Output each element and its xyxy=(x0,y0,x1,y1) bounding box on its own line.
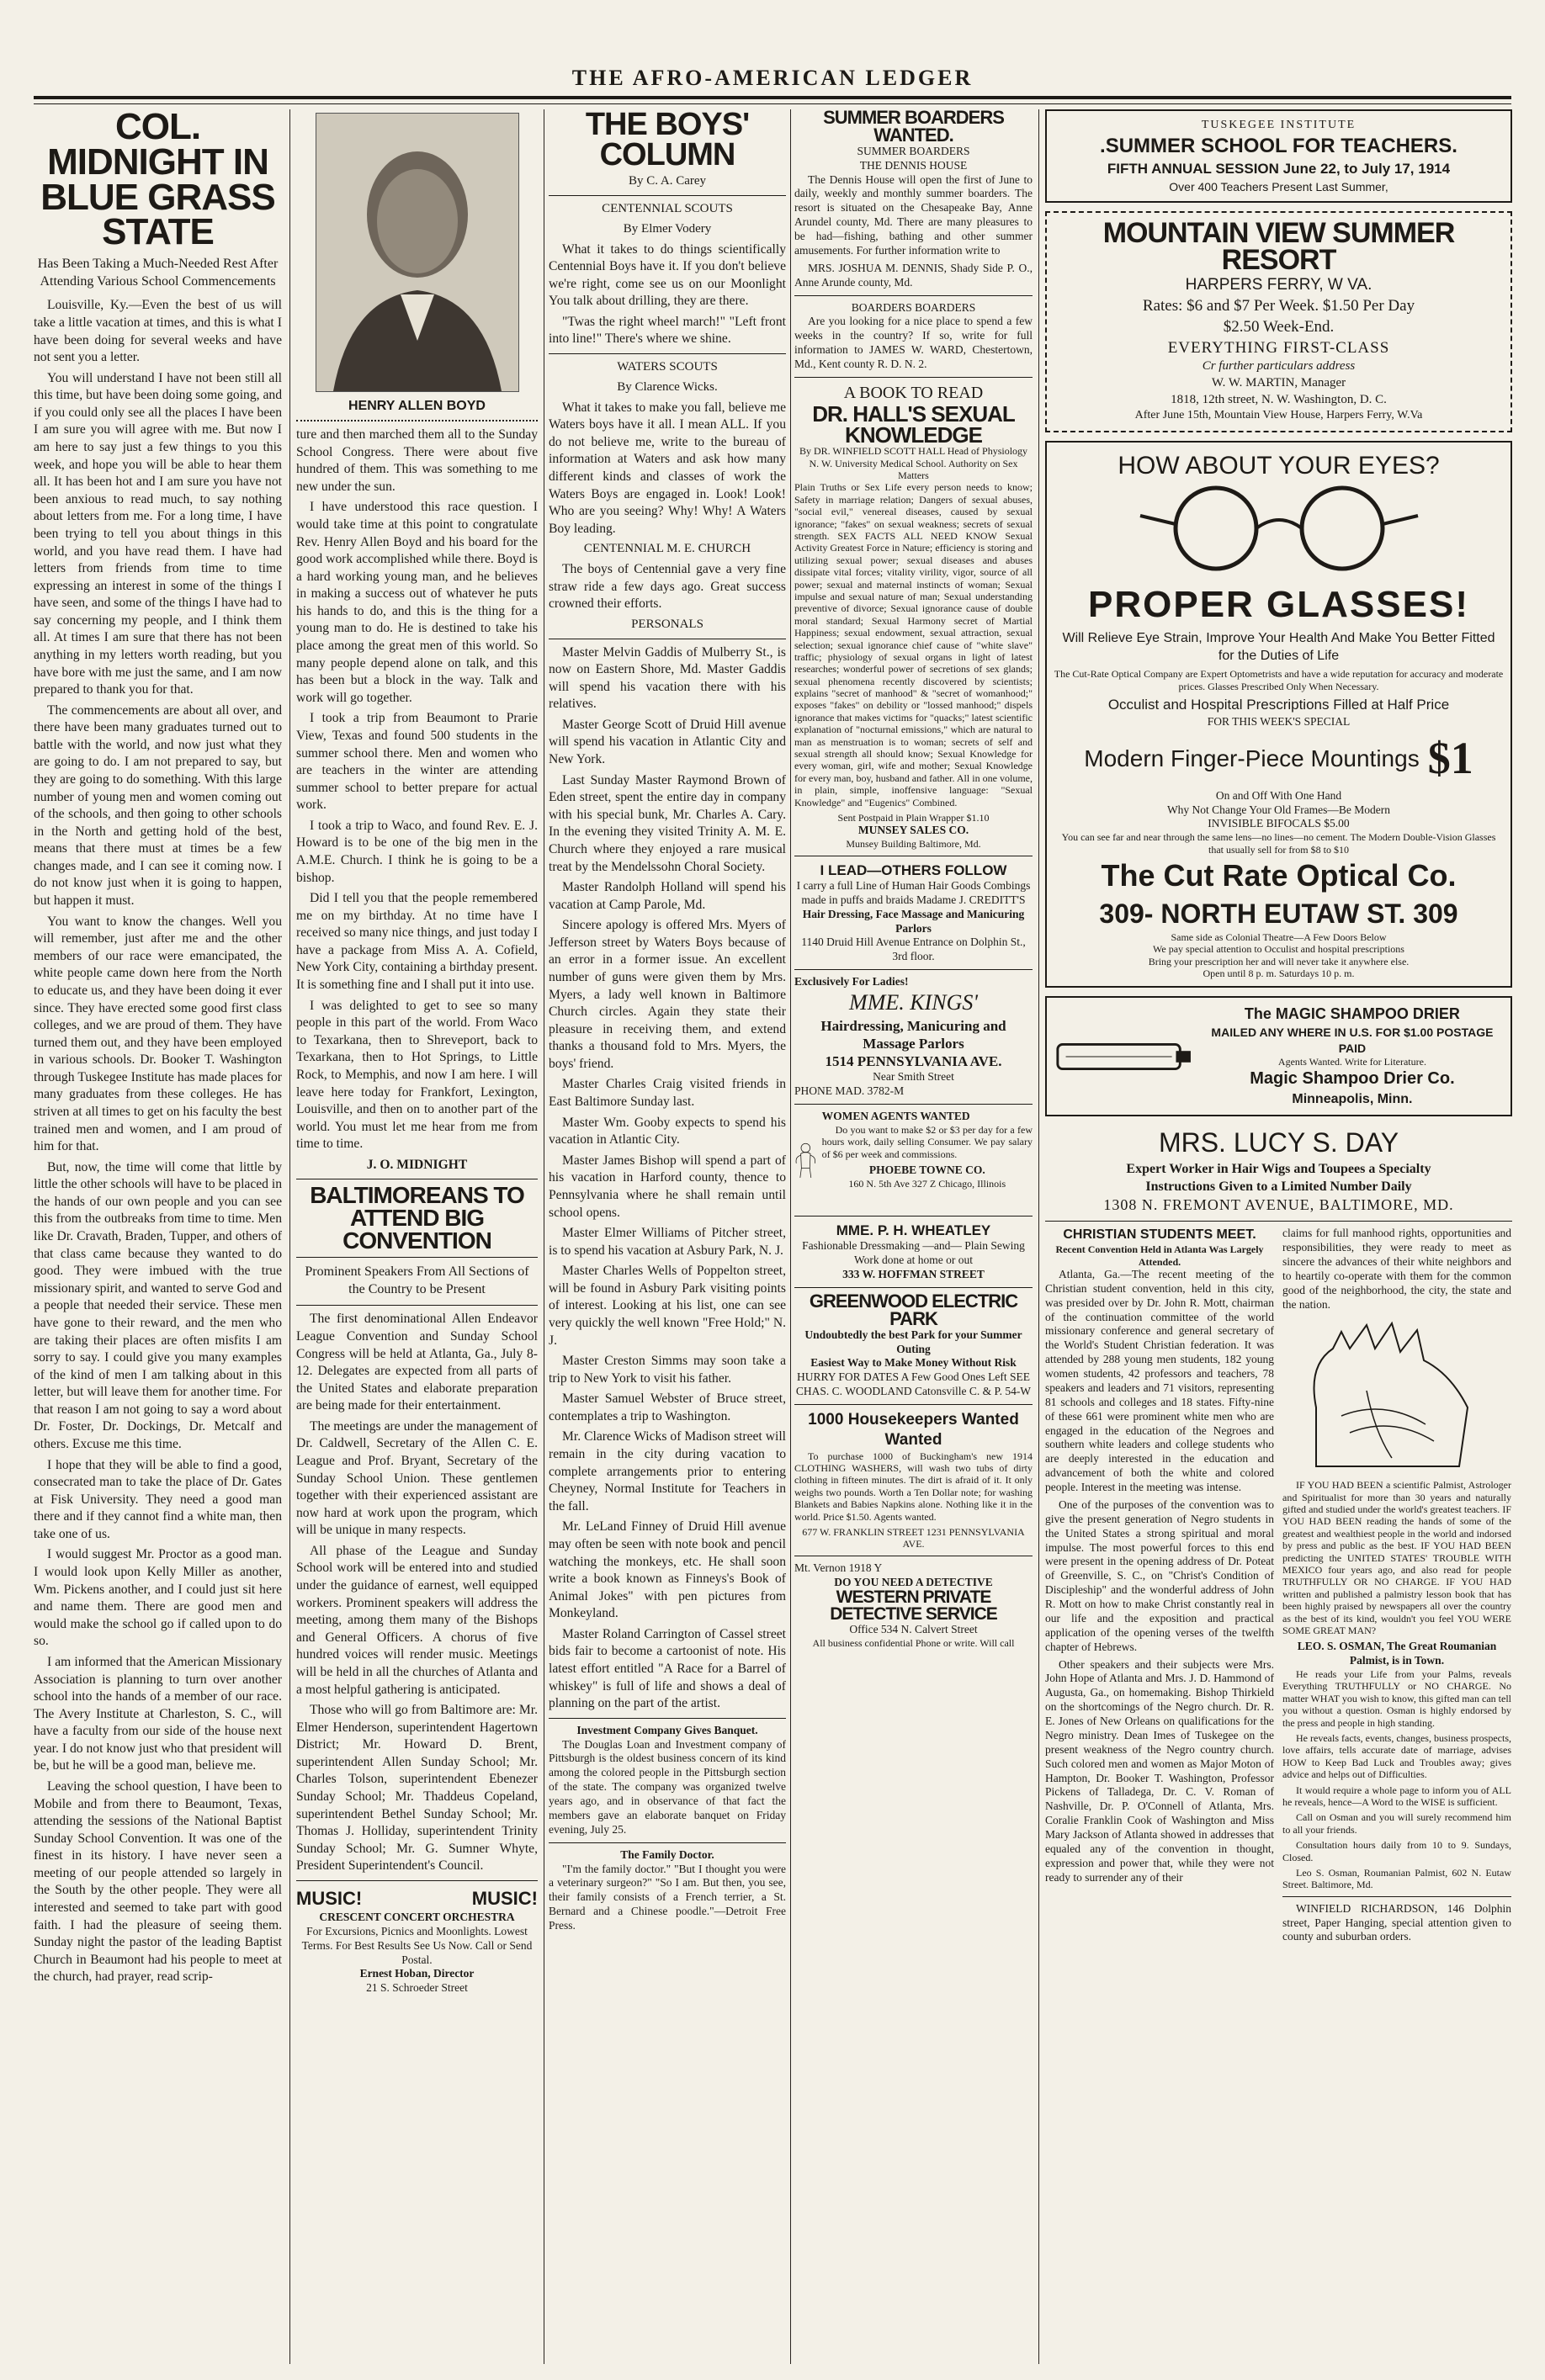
paragraph: IF YOU HAD BEEN a scientific Palmist, Astrologer and Spiritualist for more than 30 years and naturally gifted and studied under the world's greatest teachers. IF YOU HAD BEEN reading the hands of some of the greatest and wealthiest people in the world and indorsed by press and public as the best. IF YOU HAD BEEN predicting the UNITED STATES' TROUBLE WITH MEXICO four years ago, and also read for people TRUTHFULLY OR NO CHARGE. IF YOU HAD written and published a palmistry lesson book that has been highly praised by newspapers all over the country as the best of its kind, wouldn't you feel YOU WERE SOME GREAT MAN? xyxy=(1282,1479,1511,1636)
paragraph: I took a trip to Waco, and found Rev. E. J. Howard is to be one of the big men in the A.M.E. Church. I think he is going to be a bishop. xyxy=(296,818,538,885)
ad-line: TUSKEGEE INSTITUTE xyxy=(1201,119,1357,131)
ad-line: Will Relieve Eye Strain, Improve Your Health And Make You Better Fitted for the Duties of Life xyxy=(1062,631,1495,664)
ad-line: Office 534 N. Calvert Street xyxy=(849,1623,978,1636)
ad-line: Over 400 Teachers Present Last Summer, xyxy=(1169,179,1388,193)
section-head: CENTENNIAL M. E. CHURCH xyxy=(583,542,751,556)
ad-line: We pay special attention to Occulist and hospital prescriptions xyxy=(1153,943,1404,956)
ad-headline: .SUMMER SCHOOL FOR TEACHERS. xyxy=(1100,135,1457,158)
ad-line: Hairdressing, Manicuring and Massage Parlors xyxy=(820,1017,1006,1052)
paragraph: The meetings are under the management of Dr. Caldwell, Secretary of the Allen C. E. League and Prof. Bryant, Secretary of the Sunday School Union. These gentlemen together with their experienced assistant are now hard at work upon the program, which will be unique in many respects. xyxy=(296,1418,538,1538)
ad-line: PHONE MAD. 3782-M xyxy=(794,1084,905,1098)
ad-headline: A BOOK TO READ xyxy=(843,383,984,402)
paragraph: I hope that they will be able to find a good, consecrated man to take the place of Dr. Gates at Fisk University. They need a good man there and if they cannot find a white man, then take one of us. xyxy=(34,1457,282,1541)
ad-headline: SUMMER BOARDERS WANTED. xyxy=(823,109,1004,146)
column-1 xyxy=(34,109,282,2364)
personal-item: Sincere apology is offered Mrs. Myers of Jefferson street by Waters Boys because of an error in a former issue. An excellent number of guns were given them by Mrs. Myers, a lady well known in Baltimore Church circles. Again they state their pleasure in receiving them, and extend thanks a thousand fold to Mrs. Myers, the boys' friend. xyxy=(549,918,786,1071)
ad-line: Hair Dressing, Face Massage and Manicuring Parlors xyxy=(802,907,1025,935)
ad-line: Occulist and Hospital Prescriptions Filled at Half Price xyxy=(1107,697,1450,713)
boys-column xyxy=(549,109,786,1937)
shampoo-drier-icon xyxy=(1054,1027,1192,1086)
ad-headline: HOW ABOUT YOUR EYES? xyxy=(1118,451,1440,480)
paragraph: Those who will go from Baltimore are: Mr. Elmer Henderson, superintendent Hagertown District; Mr. Howard D. Brent, superintendent Allen Sunday School; Mr. Charles Tolson, superintendent Ebenezer Sunday School; Mr. Thaddeus Copeland, superintendent Bethel Sunday School; Mr. Thomas J. Holliday, superintendent Trinity Sunday School; Mr. G. Sumner Whyte, President Superintendent's Council. xyxy=(296,1703,538,1874)
ad-headline: WOMEN AGENTS WANTED xyxy=(821,1110,970,1123)
ad-line: EVERYTHING FIRST-CLASS xyxy=(1167,338,1390,357)
paragraph: What it takes to do things scientifically Centennial Boys have it. If you don't believe we're right, come see us on our Moonlight You talk about drilling, they are there. xyxy=(549,241,786,309)
ad-line: Instructions Given to a Limited Number Daily xyxy=(1145,1179,1412,1195)
ad-line: I carry a full Line of Human Hair Goods Combings made in puffs and braids Madame J. CREDITT'S xyxy=(796,878,1031,906)
ad-title: Magic Shampoo Drier Co. xyxy=(1250,1069,1455,1089)
ad-line: Agents Wanted. Write for Literature. xyxy=(1277,1056,1426,1068)
mountings-offer xyxy=(1054,729,1504,788)
headline-boys-column: THE BOYS' COLUMN xyxy=(585,109,750,173)
section-head: The Family Doctor. xyxy=(620,1847,714,1861)
ad-line: Mt. Vernon 1918 Y xyxy=(794,1561,883,1574)
ad-line: 1818, 12th street, N. W. Washington, D. C. xyxy=(1171,392,1387,406)
ad-line: Rates: $6 and $7 Per Week. $1.50 Per Day xyxy=(1142,296,1415,315)
personal-item: Master Charles Wells of Poppelton street, will be found in Asbury Park visiting points of interest. Looking at his list, one can see very quickly the well known "Free Hold;" N. J. xyxy=(549,1264,786,1348)
divider xyxy=(794,969,1033,970)
paragraph: Other speakers and their subjects were Mrs. John Hope of Atlanta and Mrs. J. D. Hammond of Augusta, Ga., on homemaking. Bishop Thirkield on the shortcomings of the Negro church. Dr. R. E. Jones of New Orleans on qualifications for the Negro ministry. Dean Imes of Tuskegee on the present weakness of the Negro country church. Such colored men and women as Major Moton of Hampton, Dr. Booker T. Washington, Professor Pickens of Talladega, Dr. C. V. Roman of Nashville, Dr. P. O'Connell of Atlanta, Mrs. Coralie Franklin Cook of Washington and Miss Mary Jackson of Atlanta showed in addresses that equaled any of the convention in thought, expression and power that, while they were not ready to surrender any of their xyxy=(1045,1657,1274,1884)
paragraph: Did I tell you that the people remembered me on my birthday. At no time have I received so many nice things, and just today I have a package from Miss A. A. Cofield, New York City, containing a birthday present. It is something fine and I shall put it into use. xyxy=(296,891,538,993)
paragraph: "Twas the right wheel march!" "Left front into line!" There's where we shine. xyxy=(549,314,786,347)
personal-item: Last Sunday Master Raymond Brown of Eden street, spent the entire day in company with his special bunk, Mr. Charles A. Cary. In the evening they visited Trinity A. M. E. Church where they enjoyed a rare musical treat by the Mendelssohn Choral Society. xyxy=(549,772,786,874)
ad-headline: MOUNTAIN VIEW SUMMER RESORT xyxy=(1102,217,1455,277)
column-3 xyxy=(549,109,1033,2364)
photo-caption: HENRY ALLEN BOYD xyxy=(348,399,486,413)
ad-text: MRS. JOSHUA M. DENNIS, Shady Side P. O., Anne Arunde county, Md. xyxy=(794,261,1033,289)
ad-line: All business confidential Phone or write. Will call xyxy=(812,1637,1015,1650)
divider xyxy=(549,1718,786,1719)
ad-line: Sent Postpaid in Plain Wrapper $1.10 xyxy=(837,812,990,824)
divider xyxy=(794,1216,1033,1217)
ad-line: 1514 PENNSYLVANIA AVE. xyxy=(825,1053,1002,1070)
ad-line: MAILED ANY WHERE IN U.S. FOR $1.00 POSTAGE PAID xyxy=(1211,1026,1494,1055)
personal-item: Mr. LeLand Finney of Druid Hill avenue may often be seen with note book and pencil watching the monkeys, etc. He shall soon write a book known as Finneys's Book of Animal Jokes" with pen pictures from Monkeyland. xyxy=(549,1519,786,1621)
magic-drier-row xyxy=(1054,1004,1504,1108)
ad-headline: DO YOU NEED A DETECTIVE xyxy=(834,1575,993,1588)
paragraph: The Douglas Loan and Investment company of Pittsburgh is the oldest business concern of its kind among the colored people in the Pittsburgh section of the state. The company was organized twelve years ago, and in observance of that fact the members gave an elaborate banquet on Friday evening, July 25. xyxy=(549,1737,786,1836)
paragraph: The commencements are about all over, and there have been many graduates turned out to battle with the world, and now just what they are going to do. I am not prepared to say, but they are going to do something. With this large number of young men and women coming out of the schools, and then going to other schools in the North and getting hold of the best, means that there must at times be a few changes made, and I can see it coming now. I do not know just when it is going to happen, but happen it must. xyxy=(34,702,282,909)
ad-text: The Dennis House will open the first of June to daily, weekly and monthly summer boarders. The resort is situated on the Chesapeake Bay, Anne Arundel county, Md. There are many pleasures to be had—fishing, bathing and other summer amusements. For further information write to xyxy=(794,172,1033,257)
paragraph: It would require a whole page to inform you of ALL he reveals, hence—A Word to the WISE is sufficient. xyxy=(1282,1784,1511,1808)
ad-headline: LEO. S. OSMAN, The Great Roumanian Palmist, is in Town. xyxy=(1297,1640,1497,1667)
byline: By Clarence Wicks. xyxy=(617,379,718,394)
divider xyxy=(296,420,538,421)
personal-item: Master James Bishop will spend a part of his vacation in Harford county, thence to Pennsylvania where he shall remain until school opens. xyxy=(549,1153,786,1220)
ad-headline: 1000 Housekeepers Wanted Wanted xyxy=(808,1411,1019,1449)
byline: By C. A. Carey xyxy=(628,174,707,188)
column-2 xyxy=(296,109,538,2364)
ad-text: Are you looking for a nice place to spend a few weeks in the country? If so, write for full information to JAMES W. WARD, Chestertown, Md., Kent county R. D. N. 2. xyxy=(794,315,1033,371)
ad-line: 333 W. HOFFMAN STREET xyxy=(842,1268,985,1281)
ad-headline: GREENWOOD ELECTRIC PARK xyxy=(809,1290,1018,1329)
divider xyxy=(794,1104,1033,1105)
personal-item: Master Creston Simms may soon take a trip to New York to visit his father. xyxy=(549,1354,786,1386)
portrait-icon xyxy=(316,114,518,391)
ad-line: Open until 8 p. m. Saturdays 10 p. m. xyxy=(1203,967,1355,979)
ad-headline: MME. KINGS' xyxy=(849,990,978,1015)
section-head: CENTENNIAL SCOUTS xyxy=(602,201,733,215)
ad-line: 1140 Druid Hill Avenue Entrance on Dolphin St., 3rd floor. xyxy=(801,936,1026,963)
section-head: PERSONALS xyxy=(631,617,703,631)
divider xyxy=(549,195,786,196)
paragraph: I am informed that the American Missionary Association is planning to turn over another school into the hands of a member of our race. The Avery Institute at Charleston, S. C., will have a faculty from our side of the house next year. I do not know just who that president will be, but he will be a good man, believe me. xyxy=(34,1654,282,1773)
ad-line: Bring your prescription her and will never take it anywhere else. xyxy=(1148,955,1410,967)
divider xyxy=(549,1842,786,1843)
divider xyxy=(296,1305,538,1306)
lucy-day-ad xyxy=(1045,1125,1512,1216)
paragraph: The boys of Centennial gave a very fine straw ride a few days ago. Great success crowned their efforts. xyxy=(549,562,786,612)
ad-line: Expert Worker in Hair Wigs and Toupees a Specialty xyxy=(1126,1162,1431,1177)
ad-headline: The MAGIC SHAMPOO DRIER xyxy=(1244,1005,1460,1023)
magic-drier-ad xyxy=(1045,996,1512,1116)
ad-line: Exclusively For Ladies! xyxy=(794,975,909,989)
agents-ad xyxy=(794,1110,1033,1211)
divider xyxy=(794,377,1033,378)
divider xyxy=(794,1287,1033,1288)
personal-item: Master Randolph Holland will spend his vacation at Camp Parole, Md. xyxy=(549,880,786,912)
ad-title: PROPER GLASSES! xyxy=(1088,583,1469,625)
paragraph: You will understand I have not been still all this time, but have been doing some going, and if you could only see all the places I have been I am sure you will agree with me. But now I am here to say just a few things to you this week, and hope you will be able to hear them all. It has been hot and I am sure you have not been anxious to read much, to say nothing about letters from me. For a long time, I have been trying to tell you about things in this world, and you have read them. I have had letters from friends from time to time expressing an interest in some of the things I have seen, and some of the things I have had to say concerning my people, and I think them all. At times I am sure that there has not been anything in my letters worth reading, but you have bore with me just the same, and I am now prepared to thank you for that. xyxy=(34,370,282,697)
ad-headline: BOARDERS BOARDERS xyxy=(851,300,976,314)
ad-line: On and Off With One Hand xyxy=(1215,788,1342,802)
ad-line: HURRY FOR DATES A Few Good Ones Left SEE CHAS. C. WOODLAND Catonsville C. & P. 54-W xyxy=(795,1370,1032,1398)
personal-item: Mr. Clarence Wicks of Madison street will remain in the city during vacation to complete arrangements prior to entering Cheyney, Normal Institute for Teachers in the fall. xyxy=(549,1429,786,1513)
ad-line: Cr further particulars address xyxy=(1202,358,1356,373)
palmist-ad xyxy=(1282,1227,1511,1948)
byline: By Elmer Vodery xyxy=(623,221,712,236)
music-ad-header xyxy=(296,1886,538,1911)
column-rule xyxy=(790,109,791,2364)
cherub-icon xyxy=(794,1110,817,1211)
ad-headline: MRS. LUCY S. DAY xyxy=(1158,1126,1399,1158)
ad-line: MUNSEY SALES CO. xyxy=(857,824,969,837)
deck: Has Been Taking a Much-Needed Rest After Attending Various School Commencements xyxy=(37,257,279,289)
music-ad-line: 21 S. Schroeder Street xyxy=(366,1981,468,1995)
personal-item: Master George Scott of Druid Hill avenue will spend his vacation in Atlantic City and New York. xyxy=(549,717,786,767)
ad-line: Fashionable Dressmaking —and— Plain Sewing xyxy=(802,1239,1025,1253)
ad-headline: I LEAD—OTHERS FOLLOW xyxy=(820,861,1007,878)
music-label: MUSIC! xyxy=(471,1887,538,1909)
ad-line: FIFTH ANNUAL SESSION June 22, to July 17, 1914 xyxy=(1107,161,1451,178)
divider xyxy=(1045,1221,1512,1222)
ad-title: The Cut Rate Optical Co. xyxy=(1101,858,1457,893)
personal-item: Master Elmer Williams of Pitcher street, is to spend his vacation at Asbury Park, N. J. xyxy=(549,1226,786,1258)
paragraph: I was delighted to get to see so many people in this part of the world. From Waco to Texarkana, then to Shreveport, back to Texarkana, then to Hot Springs, to Little Rock, to Memphis, and now I am here. I will leave here today for Frankfort, Lexington, Louisville, and then on to another part of the world. You must let me hear from me from time to time. xyxy=(296,998,538,1152)
ad-line: Why Not Change Your Old Frames—Be Modern xyxy=(1166,803,1391,816)
paragraph: Consultation hours daily from 10 to 9. Sundays, Closed. xyxy=(1282,1839,1511,1863)
ads-column xyxy=(794,109,1033,1650)
divider xyxy=(296,1880,538,1881)
paragraph: I have understood this race question. I would take time at this point to congratulate Rev. Henry Allen Boyd and his board for the good work accomplished while there. Boyd is a hard working young man, and he believes in making a success out of whatever he puts his hands to do, and this is the thing for a young man to do. He is destined to take his place among the great men of this world. So many people depend alone on talk, and this has been but a block in the way. Talk and work will go together. xyxy=(296,500,538,705)
paragraph: But, now, the time will come that little by little the other schools will have to be placed in the hands of our own people and you can see this from the outbreaks from time to time. Men like Dr. Cravath, Braden, Tupper, and others of that class came because they wanted to do good. They were imbued with the true missionary spirit, and wanted to serve God and a people that needed their service. These men have gone to their reward, and the men who are taking their places are often misfits I am sorry to say. I could give you many examples of the kind of men I am talking about in this letter, but will leave them for another time. For that reason I am not going to say a word about Dr. Foster, Dr. Dockings, Dr. Metcalf and others. Excuse me this time. xyxy=(34,1159,282,1451)
signature: J. O. MIDNIGHT xyxy=(366,1157,468,1172)
column-rule xyxy=(289,109,290,2364)
divider xyxy=(1282,1896,1511,1897)
christian-students-article xyxy=(1045,1227,1274,1948)
paragraph: Call on Osman and you will surely recommend him to all your friends. xyxy=(1282,1811,1511,1836)
personal-item: Master Roland Carrington of Cassel street bids fair to become a cartoonist of note. His latest effort entitled "A Race for a Barrel of whiskey" is full of life and shows a deal of planning on the part of the artist. xyxy=(549,1626,786,1711)
ad-line: 309- NORTH EUTAW ST. 309 xyxy=(1099,898,1458,929)
ad-line: INVISIBLE BIFOCALS $5.00 xyxy=(1208,817,1350,830)
section-head: Investment Company Gives Banquet. xyxy=(576,1723,758,1736)
ad-headline: MME. P. H. WHEATLEY xyxy=(836,1222,991,1239)
ad-line: HARPERS FERRY, W VA. xyxy=(1185,275,1372,294)
music-ad-line: For Excursions, Picnics and Moonlights. Lowest Terms. For Best Results See Us Now. Call or Send Postal. xyxy=(301,1924,533,1966)
ad-line: The Cut-Rate Optical Company are Expert Optometrists and have a wide reputation for accuracy and moderate prices. Glasses Prescribed Only When Necessary. xyxy=(1054,668,1504,692)
ad-text: To purchase 1000 of Buckingham's new 1914 CLOTHING WASHERS, will wash two tubs of dirty clothing in fifteen minutes. The dirt is afraid of it. It only weighs two pounds. Worth a Ten Dollar note; for washing Blankets and Babies Napkins alone. Nothing like it in the world. Price $1.50. Agents wanted. xyxy=(794,1450,1033,1523)
headline-christian-students: CHRISTIAN STUDENTS MEET. xyxy=(1063,1227,1256,1243)
paragraph: "I'm the family doctor." "But I thought you were a veterinary surgeon?" "So I am. But then, you see, their family consists of a French terrier, a St. Bernard and a Chinese poodle."—Detroit Free Press. xyxy=(549,1862,786,1932)
divider xyxy=(794,295,1033,296)
ad-line: You can see far and near through the same lens—no lines—no cement. The Modern Double-Vision Glasses that usually sell for from $8 to $10 xyxy=(1061,831,1496,856)
ad-line: Easiest Way to Make Money Without Risk xyxy=(810,1356,1017,1370)
ad-line: SUMMER BOARDERS xyxy=(857,144,970,157)
ad-line: 677 W. FRANKLIN STREET 1231 PENNSYLVANIA AVE. xyxy=(802,1525,1025,1550)
deck: Recent Convention Held in Atlanta Was Largely Attended. xyxy=(1055,1243,1264,1268)
paragraph: Louisville, Ky.—Even the best of us will take a little vacation at times, and this is what I have been doing for several weeks and have not sent you a letter. xyxy=(34,298,282,365)
paragraph: WINFIELD RICHARDSON, 146 Dolphin street, Paper Hanging, special attention given to county and suburban orders. xyxy=(1282,1901,1511,1943)
ad-title: WESTERN PRIVATE DETECTIVE SERVICE xyxy=(830,1588,997,1625)
paragraph: The first denominational Allen Endeavor League Convention and Sunday School Congress will be held at Atlanta, Ga., July 8-12. Delegates are expected from all parts of the United States and elaborate preparation are being made for their entertainment. xyxy=(296,1312,538,1413)
ad-title: DR. HALL'S SEXUAL KNOWLEDGE xyxy=(812,400,1015,448)
divider xyxy=(549,353,786,354)
ad-line: 1308 N. FREMONT AVENUE, BALTIMORE, MD. xyxy=(1103,1196,1454,1214)
column-rule xyxy=(1038,109,1039,2364)
optical-ad xyxy=(1045,441,1512,989)
ad-line: Same side as Colonial Theatre—A Few Doors Below xyxy=(1171,930,1387,943)
column-4 xyxy=(1045,109,1512,2364)
paragraph: Leaving the school question, I have been to Mobile and from there to Beaumont, Texas, attending the sessions of the National Baptist Sunday School Convention. It was one of the finest in its history. I have never seen a meeting of our people attended so largely in the South by the other people. They were all interested and seemed to take part with good faith. I had the pleasure of seeing them. Sunday night the pastor of the leading Baptist Church in Beaumont had his people to meet at the church, had prayer, read scrip- xyxy=(34,1778,282,1985)
paragraph: He reads your Life from your Palms, reveals Everything TRUTHFULLY or NO CHARGE. No matter WHAT you wish to know, this gifted man can tell you without a question. Osman is highly endorsed by the press and people in high standing. xyxy=(1282,1668,1511,1729)
ad-line: Undoubtedly the best Park for your Summer Outing xyxy=(804,1328,1022,1355)
paragraph: What it takes to make you fall, believe me Waters boys have it all. I mean ALL. If you do not believe me, write to the bureau of information at Waters and ask how many different kinds and classes of work the Waters Boys are engaged in. Look! Look! Who are you seeing? Why! Why! A Waters Boy leading. xyxy=(549,400,786,536)
paragraph: Leo S. Osman, Roumanian Palmist, 602 N. Eutaw Street. Baltimore, Md. xyxy=(1282,1866,1511,1891)
divider xyxy=(296,1257,538,1258)
ad-line: PHOEBE TOWNE CO. xyxy=(868,1163,985,1177)
personal-item: Master Melvin Gaddis of Mulberry St., is now on Eastern Shore, Md. Master Gaddis will spend his vacation there with his relatives. xyxy=(549,644,786,712)
mountain-view-ad xyxy=(1045,211,1512,432)
masthead: THE AFRO-AMERICAN LEDGER xyxy=(34,66,1511,99)
ad-line: FOR THIS WEEK'S SPECIAL xyxy=(1207,714,1351,728)
paragraph: All phase of the League and Sunday School work will be entered into and studied under the guidance of earnest, well equipped workers. Prominent speakers will address the meeting, among them many of the Bishops and General Officers. A chorus of five hundred voices will render music. Meetings will be held in all the churches of Atlanta and a most helpful gathering is anticipated. xyxy=(296,1543,538,1697)
paragraph: He reveals facts, events, changes, business prospects, love affairs, tells accurate date of marriage, advises HOW to Keep Bad Luck and Troubles away; gives advice and helps out of Difficulties. xyxy=(1282,1732,1511,1781)
music-ad-line: CRESCENT CONCERT ORCHESTRA xyxy=(319,1910,515,1923)
personal-item: Master Charles Craig visited friends in East Baltimore Sunday last. xyxy=(549,1077,786,1110)
ad-line: Munsey Building Baltimore, Md. xyxy=(846,838,981,851)
paragraph: You want to know the changes. Well you will remember, just after me and the other members of our race were emancipated, the white people came down here from the North to educate us, and they have been doing it ever since. They have erected some good first class colleges, and we are proud of them. They have turned them out, and they have been employed in various schools. Dr. Booker T. Washington through Tuskegee Institute has made places for many graduates from these colleges. He has striven at all times to get on his faculty the best trained men and women, and I am proud of him for that. xyxy=(34,914,282,1154)
ad-line: 160 N. 5th Ave 327 Z Chicago, Illinois xyxy=(848,1177,1006,1190)
section-head: WATERS SCOUTS xyxy=(617,360,718,374)
ad-line: After June 15th, Mountain View House, Harpers Ferry, W.Va xyxy=(1134,409,1423,422)
personal-item: Master Samuel Webster of Bruce street, contemplates a trip to Washington. xyxy=(549,1391,786,1423)
price: $1 xyxy=(1427,733,1473,784)
bottom-right-section xyxy=(1045,1227,1512,1948)
divider xyxy=(794,1404,1033,1405)
paragraph: I would suggest Mr. Proctor as a good man. I would look upon Kelly Miller as another, Wm. Pickens another, and I could just sit here and name them. There are good men and would make the school go if called upon to do so. xyxy=(34,1547,282,1649)
personal-item: Master Wm. Gooby expects to spend his vacation in Atlantic City. xyxy=(549,1115,786,1148)
headline-col-midnight: COL. MIDNIGHT IN BLUE GRASS STATE xyxy=(40,109,275,253)
ad-line: THE DENNIS HOUSE xyxy=(859,158,968,172)
portrait-photo xyxy=(316,113,519,392)
deck: Prominent Speakers From All Sections of the Country to be Present xyxy=(305,1264,529,1297)
palm-hand-icon xyxy=(1282,1315,1501,1475)
ad-text: Plain Truths or Sex Life every person needs to know; Safety in marriage relation; Dangers of sexual abuses, "social evil," venereal diseases, caused by sexual ignorance; "fakes" on sexual weakness; secrets of sexual strength. SEX FACTS ALL NEED KNOW Sexual Activity Greatest Force in Nature; efficiency is storing and utilizing sexual power; sexual diseases and abuses dissipate vital forces; vitality virility, vigor, source of all power; sexual and maternal instincts of woman; Sexual impulse and sexual nature of man; Sexual understanding preventive of divorce; Sexual ignorance cause of double moral standard; Sexual Harmony secret of Martial Happiness; sexual endowment, sexual attraction, sexual selection; sexual ignorance chief cause of "white slave" traffic; physiology of sexual organs in light of latest researches; wonderful power of secretions of sex glands; sexual phenomena recently discovered by scientists; explains "secret of manhood" & "secret of womanhood;" exposes "fakes" on debility or "lossed manhood;" dispels ignorance that makes victims for "quacks;" latest scientific explanation of "nocturnal emissions," which are natural to man as menstruation is to woman; secrets of self and sexual strength all should know; Sexual Knowledge for every woman, girl, wife and mother; Sexual Knowledge for every man, boy, husband and father. All in one volume, in plain, simple, inoffensive language: "Sexual Knowledge" and "Eugenics" Combined. xyxy=(794,481,1033,808)
ad-line: W. W. MARTIN, Manager xyxy=(1211,375,1346,390)
ad-line: Near Smith Street xyxy=(873,1070,954,1084)
headline-baltimoreans: BALTIMOREANS TO ATTEND BIG CONVENTION xyxy=(310,1182,524,1254)
ad-line: Work done at home or out xyxy=(853,1254,973,1267)
tuskegee-ad xyxy=(1045,109,1512,203)
eyeglasses-icon xyxy=(1136,482,1422,575)
paragraph: I took a trip from Beaumont to Prarie View, Texas and found 500 students in the summer school there. Men and women who are teachers in the winter are attending summer school to better prepare for actual work. xyxy=(296,711,538,813)
ad-text: Do you want to make $2 or $3 per day for a few hours work, daily selling Consumer. We pay salary of $6 per week and commissions. xyxy=(821,1123,1033,1160)
ad-line: By DR. WINFIELD SCOTT HALL Head of Physiology N. W. University Medical School. Authority on Sex Matters xyxy=(799,445,1028,482)
paragraph: ture and then marched them all to the Sunday School Congress. There were about five hundred of them. This was something to me new under the sun. xyxy=(296,427,538,494)
paragraph: One of the purposes of the convention was to give the present generation of Negro students in the United States a strong spiritual and moral impulse. The most powerful forces to this end were present in the opening address of Dr. Poteat of Greenville, S. C., on "Christ's Condition of Discipleship" and the wonderful address of John R. Mott on how to make Christ constantly real in our life and the exposition and practical application of the opening verses of the twelfth chapter of Hebrews. xyxy=(1045,1497,1274,1653)
paragraph: Atlanta, Ga.—The recent meeting of the Christian student convention, held in this city, was presided over by Dr. John R. Mott, chairman of the continuation committee of the world missionary conference and general secretary of the World's Student Christian federation. It was attended by 288 young men students, 182 young women students, 42 professors and teachers, 78 speakers and leaders and 71 visitors, representing 81 schools and colleges and 18 states. Fifty-nine of these 661 were prominent white men who are engaged in the education of the Negroes and southern white leaders and college students who are deeply interested in the education and advancement of both the white and colored people. Interest in the meeting was intense. xyxy=(1045,1267,1274,1494)
music-label: MUSIC! xyxy=(296,1887,363,1909)
music-ad-line: Ernest Hoban, Director xyxy=(359,1967,475,1980)
ad-line: $2.50 Week-End. xyxy=(1223,317,1335,336)
ad-line: Minneapolis, Minn. xyxy=(1292,1091,1413,1106)
paragraph: claims for full manhood rights, opportunities and responsibilities, they were ready to meet as sincere the advances of their white neighbors and to heartily co-operate with them for the common good of the neighborhood, the city, the state and the nation. xyxy=(1282,1227,1511,1311)
ad-line: Modern Finger-Piece Mountings xyxy=(1084,745,1420,771)
